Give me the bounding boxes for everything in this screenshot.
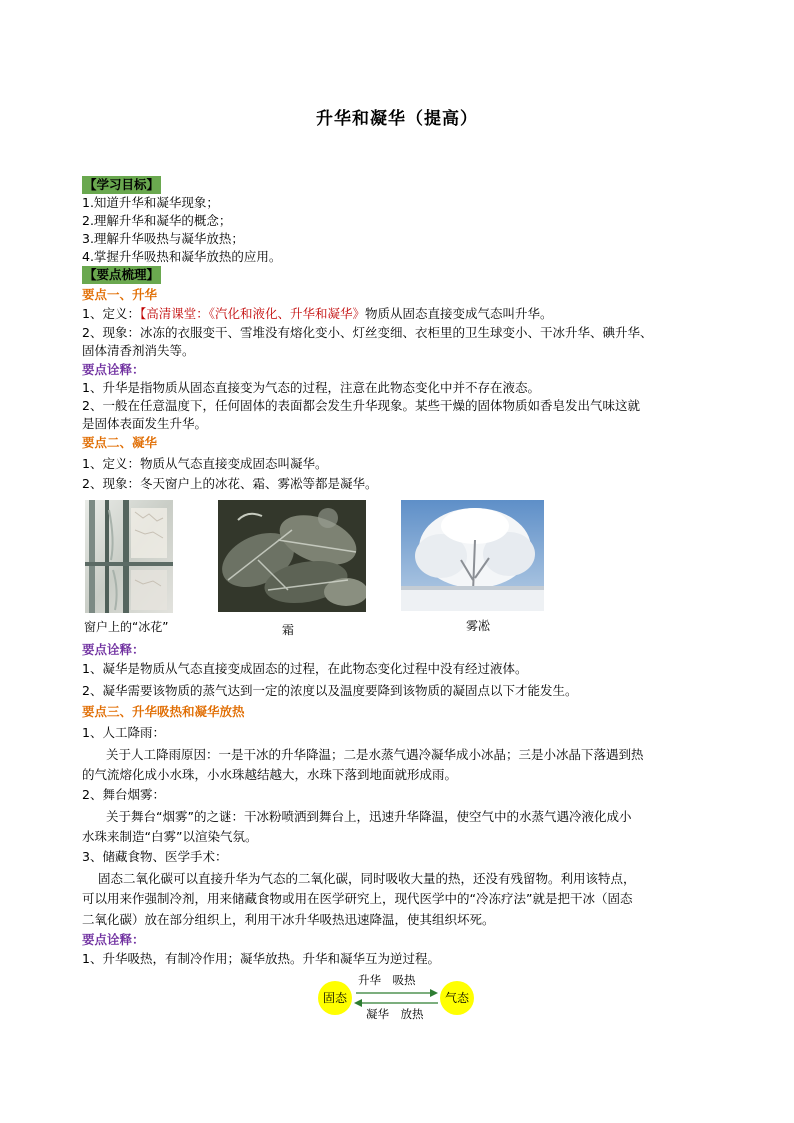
caption-window-ice: 窗户上的“冰花” <box>84 620 169 634</box>
right-arrow-head <box>430 989 438 997</box>
definition-prefix: 1、定义： <box>82 306 140 321</box>
section1-phenomena: 2、现象：冰冻的衣服变干、雪堆没有熔化变小、灯丝变细、衣柜里的卫生球变小、干冰升华、碘升华、 <box>82 325 653 340</box>
section3-heading: 要点三、升华吸热和凝华放热 <box>82 704 245 719</box>
deposition-label: 凝华 放热 <box>366 1007 424 1021</box>
window-ice-photo <box>85 500 173 613</box>
section2-definition: 1、定义：物质从气态直接变成固态叫凝华。 <box>82 456 328 471</box>
section3-item-title: 3、储藏食物、医学手术： <box>82 849 228 864</box>
goal-item: 3.理解升华吸热与凝华放热； <box>82 231 244 246</box>
points-heading <box>82 266 161 284</box>
goal-item: 4.掌握升华吸热和凝华放热的应用。 <box>82 249 282 264</box>
section3-note: 1、升华吸热，有制冷作用；凝华放热。升华和凝华互为逆过程。 <box>82 951 440 966</box>
section2-heading: 要点二、凝华 <box>82 435 158 450</box>
definition-text: 物质从固态直接变成气态叫升华。 <box>364 306 553 321</box>
goal-item: 1.知道升华和凝华现象； <box>82 195 219 210</box>
left-arrow-head <box>354 999 362 1007</box>
section3-paragraph-cont: 水珠来制造“白雾”以渲染气氛。 <box>82 829 258 844</box>
section3-paragraph: 关于人工降雨原因：一是干冰的升华降温；二是水蒸气遇冷凝华成小冰晶；三是小冰晶下落遇到热 <box>106 747 644 762</box>
section3-paragraph: 关于舞台“烟雾”的之谜：干冰粉喷洒到舞台上，迅速升华降温，使空气中的水蒸气遇冷液化成小 <box>106 809 632 824</box>
section1-heading: 要点一、升华 <box>82 287 158 302</box>
caption-rime: 雾凇 <box>466 619 491 633</box>
section3-paragraph-cont: 的气流熔化成小水珠，小水珠越结越大，水珠下落到地面就形成雨。 <box>82 767 458 782</box>
section2-phenomena: 2、现象：冬天窗户上的冰花、霜、雾凇等都是凝华。 <box>82 476 378 491</box>
frost-photo <box>218 500 366 612</box>
arrows <box>318 972 478 1024</box>
gas-state-circle: 气态 <box>440 981 474 1015</box>
goal-item: 2.理解升华和凝华的概念； <box>82 213 232 228</box>
points-heading-label: 【要点梳理】 <box>84 267 160 282</box>
section3-paragraph-cont: 二氧化碳）放在部分组织上，利用干冰升华吸热迅速降温，使其组织坏死。 <box>82 912 495 927</box>
solid-state-circle: 固态 <box>318 981 352 1015</box>
goals-heading-label: 【学习目标】 <box>84 177 160 192</box>
goals-heading <box>82 176 161 194</box>
section1-note: 1、升华是指物质从固态直接变为气态的过程，注意在此物态变化中并不存在液态。 <box>82 380 540 395</box>
section2-note: 2、凝华需要该物质的蒸气达到一定的浓度以及温度要降到该物质的凝固点以下才能发生。 <box>82 683 578 698</box>
section2-note: 1、凝华是物质从气态直接变成固态的过程，在此物态变化过程中没有经过液体。 <box>82 661 528 676</box>
lecture-link[interactable]: 【高清课堂：《汽化和液化、升华和凝华》 <box>139 306 365 321</box>
section3-note-heading: 要点诠释： <box>82 932 145 947</box>
page-title: 升华和凝华（提高） <box>316 109 478 129</box>
section1-note-heading: 要点诠释： <box>82 362 145 377</box>
sublimation-label: 升华 吸热 <box>358 973 416 987</box>
section3-paragraph-cont: 可以用来作强制冷剂，用来储藏食物或用在医学研究上，现代医学中的“冷冻疗法”就是把干冰（固态 <box>82 891 633 906</box>
section1-definition <box>82 305 552 323</box>
section1-phenomena-cont: 固体清香剂消失等。 <box>82 343 195 358</box>
section1-note-cont: 是固体表面发生升华。 <box>82 416 208 431</box>
section3-item-title: 2、舞台烟雾： <box>82 787 165 802</box>
section3-paragraph: 固态二氧化碳可以直接升华为气态的二氧化碳，同时吸收大量的热，还没有残留物。利用该特点， <box>98 871 636 886</box>
rime-photo <box>401 500 544 611</box>
section1-note: 2、一般在任意温度下，任何固体的表面都会发生升华现象。某些干燥的固体物质如香皂发出气味这就 <box>82 398 640 413</box>
section2-note-heading: 要点诠释： <box>82 642 145 657</box>
state-change-diagram <box>318 972 478 1024</box>
section3-item-title: 1、人工降雨： <box>82 725 165 740</box>
caption-frost: 霜 <box>282 623 295 637</box>
